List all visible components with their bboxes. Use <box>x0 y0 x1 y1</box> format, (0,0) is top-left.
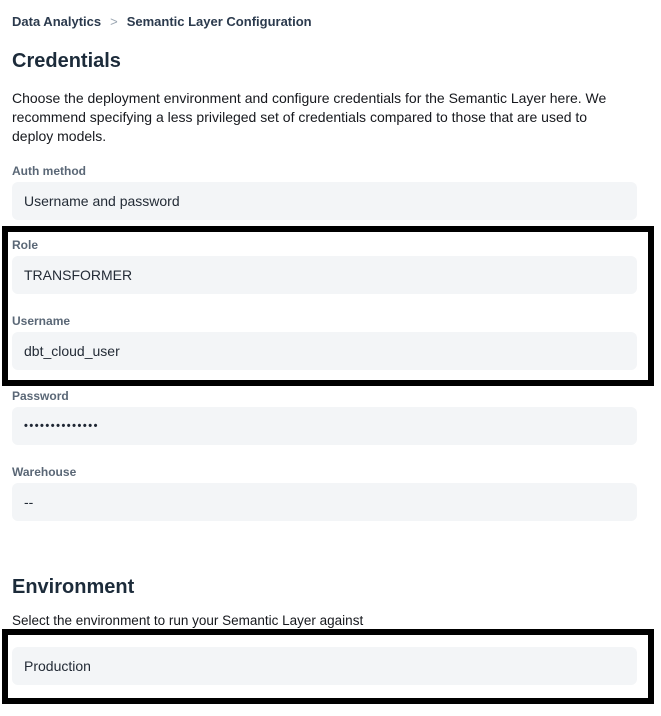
role-label: Role <box>12 238 39 252</box>
environment-title: Environment <box>12 576 135 598</box>
auth-method-label: Auth method <box>12 164 86 178</box>
password-input[interactable] <box>12 407 637 445</box>
warehouse-input[interactable] <box>12 483 637 521</box>
environment-section <box>12 575 637 704</box>
chevron-right-icon: > <box>110 14 118 29</box>
password-field-group <box>12 389 637 445</box>
role-input[interactable] <box>12 256 637 294</box>
environment-input[interactable] <box>12 647 637 685</box>
credentials-section <box>12 49 637 521</box>
breadcrumb-item-semantic-layer-configuration[interactable]: Semantic Layer Configuration <box>126 14 312 29</box>
credentials-description: Choose the deployment environment and configure credentials for the Semantic Layer here. We recommend specifying a less privileged set of credentials compared to those that are used to deploy models. <box>12 90 607 144</box>
highlight-box-role-username <box>2 226 654 386</box>
credentials-title: Credentials <box>12 50 121 72</box>
breadcrumb-item-data-analytics[interactable]: Data Analytics <box>12 14 102 29</box>
environment-description: Select the environment to run your Semantic Layer against <box>12 613 364 628</box>
role-field-group <box>12 238 637 294</box>
password-label: Password <box>12 389 69 403</box>
auth-method-input[interactable] <box>12 182 637 220</box>
highlight-box-environment <box>2 629 654 704</box>
username-field-group <box>12 314 637 370</box>
auth-method-field-group <box>12 164 637 220</box>
username-input[interactable] <box>12 332 637 370</box>
warehouse-label: Warehouse <box>12 465 77 479</box>
breadcrumb <box>12 14 637 29</box>
username-label: Username <box>12 314 71 328</box>
environment-field-group <box>12 647 637 685</box>
warehouse-field-group <box>12 465 637 521</box>
